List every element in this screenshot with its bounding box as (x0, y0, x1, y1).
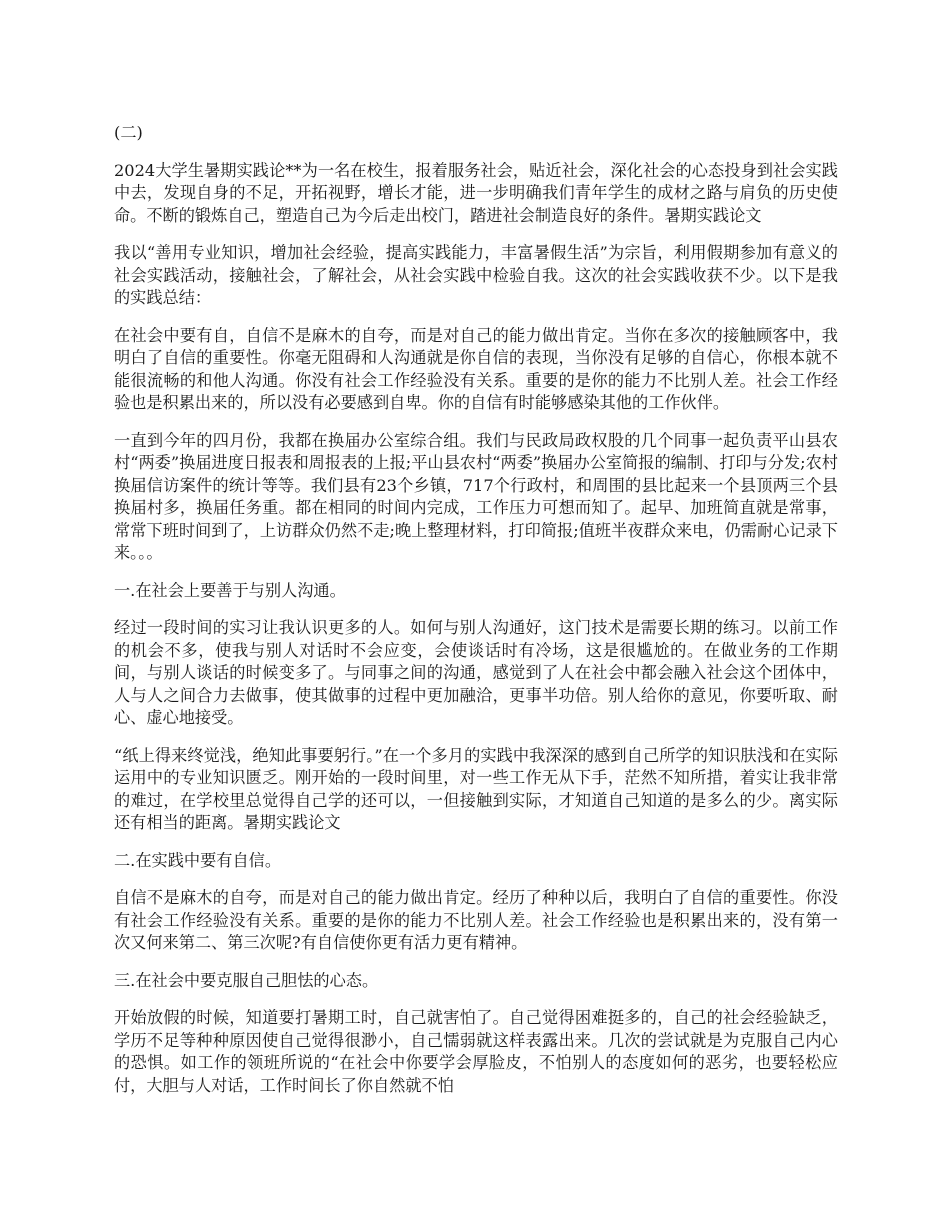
paragraph-communication: 经过一段时间的实习让我认识更多的人。如何与别人沟通好，这门技术是需要长期的练习。以前工作的机会不多，使我与别人对话时不会应变，会使谈话时有冷场，这是很尴尬的。在做业务的工作期间，与别人谈话的时候变多了。与同事之间的沟通，感觉到了人在社会中都会融入社会这个团体中，人与人之间合力去做事，使其做事的过程中更加融洽，更事半功倍。别人给你的意见，你要听取、耐心、虚心地接受。 (114, 618, 838, 727)
paragraph-intro: 2024大学生暑期实践论**为一名在校生，报着服务社会，贴近社会，深化社会的心态投身到社会实践中去，发现自身的不足，开拓视野，增长才能，进一步明确我们青年学生的成材之路与肩负的历史使命。不断的锻炼自己，塑造自己为今后走出校门，踏进社会制造良好的条件。暑期实践论文 (114, 160, 838, 225)
paragraph-self-confidence: 自信不是麻木的自夸，而是对自己的能力做出肯定。经历了种种以后，我明白了自信的重要性。你没有社会工作经验没有关系。重要的是你的能力不比别人差。社会工作经验也是积累出来的，没有第一次又何来第二、第三次呢?有自信使你更有活力更有精神。 (114, 888, 838, 952)
paragraph-confidence: 在社会中要有自，自信不是麻木的自夸，而是对自己的能力做出肯定。当你在多次的接触顾客中，我明白了自信的重要性。你毫无阻碍和人沟通就是你自信的表现，当你没有足够的自信心，你根本就不能很流畅的和他人沟通。你没有社会工作经验没有关系。重要的是你的能力不比别人差。社会工作经验也是积累出来的，所以没有必要感到自卑。你的自信有时能够感染其他的工作伙伴。 (114, 325, 838, 412)
paragraph-purpose: 我以“善用专业知识，增加社会经验，提高实践能力，丰富暑假生活”为宗旨，利用假期参加有意义的社会实践活动，接触社会，了解社会，从社会实践中检验自我。这次的社会实践收获不少。以下是我的实践总结： (114, 243, 838, 307)
section-heading-2: 二.在实践中要有自信。 (114, 850, 282, 870)
section-marker: (二) (114, 123, 143, 142)
paragraph-practice: “纸上得来终觉浅，绝知此事要躬行。”在一个多月的实践中我深深的感到自己所学的知识肤浅和在实际运用中的专业知识匮乏。刚开始的一段时间里，对一些工作无从下手，茫然不知所措，着实让我非常的难过，在学校里总觉得自己学的还可以，一但接触到实际，才知道自己知道的是多么的少。离实际还有相当的距离。暑期实践论文 (114, 745, 838, 832)
section-heading-1: 一.在社会上要善于与别人沟通。 (114, 580, 346, 600)
paragraph-office-work: 一直到今年的四月份，我都在换届办公室综合组。我们与民政局政权股的几个同事一起负责平山县农村“两委”换届进度日报表和周报表的上报;平山县农村“两委”换届办公室简报的编制、打印与分发;农村换届信访案件的统计等等。我们县有23个乡镇，717个行政村，和周围的县比起来一个县顶两三个县换届村多，换届任务重。都在相同的时间内完成，工作压力可想而知了。起早、加班简直就是常事，常常下班时间到了，上访群众仍然不走;晚上整理材料，打印简报;值班半夜群众来电，仍需耐心记录下来。。。 (114, 430, 838, 562)
paragraph-overcome-timidity: 开始放假的时候，知道要打暑期工时，自己就害怕了。自己觉得困难挺多的，自己的社会经验缺乏，学历不足等种种原因使自己觉得很渺小，自己懦弱就这样表露出来。几次的尝试就是为克服自己内心的恐惧。如工作的领班所说的“在社会中你要学会厚脸皮，不怕别人的态度如何的恶劣，也要轻松应付，大胆与人对话，工作时间长了你自然就不怕 (114, 1008, 838, 1095)
document-page (114, 122, 838, 1112)
section-heading-3: 三.在社会中要克服自己胆怯的心态。 (114, 970, 379, 990)
